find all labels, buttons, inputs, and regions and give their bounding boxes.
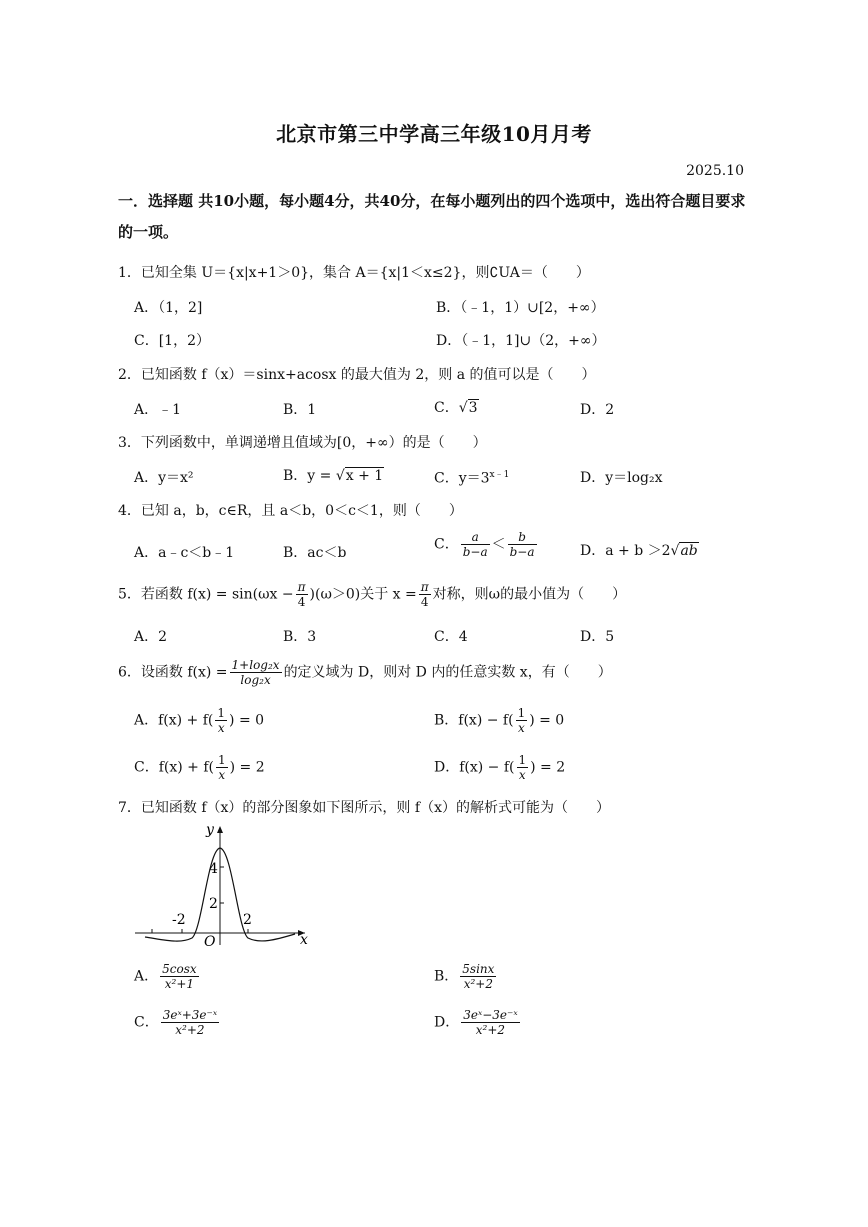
q4-option-a[interactable]: A．a﹣c＜b﹣1	[134, 545, 235, 561]
q4-option-c[interactable]: C． $\frac{a}{b-a}$ ＜ $\frac{b}{b-a}$	[434, 530, 535, 559]
sqrt-sign: √	[458, 400, 468, 416]
q1-option-b[interactable]: B．（﹣1，1）∪[2，+∞）	[436, 300, 605, 316]
q5-pi-over-4: $\frac{\pi}{4}$	[297, 580, 306, 609]
q4-option-d-radicand: ab	[680, 543, 698, 559]
sqrt-sign: √	[670, 543, 680, 559]
q3-option-b-label: B．y =	[283, 468, 336, 484]
q1-option-a[interactable]: A．（1，2]	[134, 300, 203, 316]
origin-label: O	[204, 934, 216, 950]
q7-option-b[interactable]: B． $\frac{5\sin x}{\text{x²+2}}$	[434, 962, 495, 991]
q4-option-c-label: C．	[434, 536, 459, 553]
q4-option-c-fraction-2: $\frac{b}{b-a}$	[509, 530, 535, 559]
x-axis-label: x	[300, 932, 308, 948]
page-title: 北京市第三中学高三年级10月月考	[276, 122, 592, 146]
q1-option-c[interactable]: C．[1，2）	[134, 333, 210, 349]
y-tick-label-4: 4	[209, 861, 218, 877]
q7-stem: 7．已知函数 f（x）的部分图象如下图所示，则 f（x）的解析式可能为（ ）	[118, 800, 610, 816]
q7-option-d[interactable]: D． $\frac{\text{3eˣ−3e⁻ˣ}}{\text{x²+2}}$	[434, 1008, 518, 1037]
q3-stem: 3．下列函数中，单调递增且值域为[0，+∞）的是（ ）	[118, 435, 487, 451]
q2-option-a[interactable]: A．﹣1	[134, 402, 182, 418]
q2-option-c[interactable]	[434, 397, 479, 417]
y-axis-arrow-icon	[217, 826, 223, 833]
q5-stem: 5．若函数 f(x) = sin(ωx − $\frac{\pi}{4}$ )(ω＞0)关于 x = $\frac{\pi}{4}$ 对称，则ω的最小值为（ ）	[118, 580, 627, 609]
q5-option-c[interactable]: C．4	[434, 629, 468, 645]
q5-option-a[interactable]: A．2	[134, 629, 168, 645]
y-tick-label-2: 2	[209, 896, 218, 912]
q5-option-d[interactable]: D．5	[580, 629, 615, 645]
q2-option-d[interactable]: D．2	[580, 402, 615, 418]
q1-stem: 1．已知全集 U＝{x|x+1＞0}，集合 A＝{x|1＜x≤2}，则∁UA＝（ ）	[118, 265, 590, 281]
q3-option-a[interactable]: A．y＝x²	[134, 470, 194, 486]
x-tick-label-2: 2	[243, 912, 252, 928]
q4-option-d-label: D．a + b ＞2	[580, 543, 671, 559]
q1-option-d[interactable]: D．（﹣1，1]∪（2，+∞）	[436, 333, 606, 349]
y-axis-label: y	[206, 822, 214, 838]
q7-option-a[interactable]: A． $\frac{5\cos x}{\text{x²+1}}$	[134, 962, 197, 991]
q5-option-b[interactable]: B．3	[283, 629, 317, 645]
q3-option-c[interactable]	[434, 467, 509, 488]
section-heading: 一．选择题 共10小题，每小题4分，共40分，在每小题列出的四个选项中，选出符合题目要求的一项。	[118, 192, 746, 241]
q2-option-c-radicand: 3	[468, 400, 478, 416]
q3-option-b[interactable]	[283, 465, 384, 485]
q7-option-c[interactable]: C． $\frac{\text{3eˣ+3e⁻ˣ}}{\text{x²+2}}$	[134, 1008, 218, 1037]
q4-option-c-fraction-1: $\frac{a}{b-a}$	[462, 530, 488, 559]
q7-function-graph	[130, 820, 320, 950]
q2-stem: 2．已知函数 f（x）＝sinx+acosx 的最大值为 2，则 a 的值可以是（ ）	[118, 367, 596, 383]
q6-option-d[interactable]: D．f(x) − f( $\frac{1}{x}$ ) = 2	[434, 753, 566, 782]
q6-option-a[interactable]: A．f(x) + f( $\frac{1}{x}$ ) = 0	[134, 706, 265, 735]
one-over-x: $\frac{1}{x}$	[217, 706, 226, 735]
one-over-x: $\frac{1}{x}$	[518, 753, 527, 782]
one-over-x: $\frac{1}{x}$	[218, 753, 226, 782]
q3-option-b-radicand: x + 1	[345, 468, 384, 484]
q4-stem: 4．已知 a，b，c∈R，且 a＜b，0＜c＜1，则（ ）	[118, 503, 463, 519]
exam-date: 2025.10	[686, 163, 744, 179]
q7-option-a-fraction: $\frac{5\cos x}{\text{x²+1}}$	[162, 962, 197, 991]
q7-option-b-fraction: $\frac{5\sin x}{\text{x²+2}}$	[462, 962, 495, 991]
q3-option-c-base: C．y＝3	[434, 470, 490, 487]
one-over-x: $\frac{1}{x}$	[517, 706, 526, 735]
x-tick-label-neg2: -2	[172, 912, 186, 928]
q6-option-b[interactable]: B．f(x) − f( $\frac{1}{x}$ ) = 0	[434, 706, 565, 735]
q4-option-b[interactable]: B．ac＜b	[283, 545, 347, 561]
sqrt-sign: √	[335, 468, 345, 484]
q7-option-d-fraction: $\frac{\text{3eˣ−3e⁻ˣ}}{\text{x²+2}}$	[463, 1008, 518, 1037]
q6-function-fraction: $\frac{\text{1+log₂x}}{\text{log₂x}}$	[231, 658, 280, 687]
q3-option-c-exponent: x﹣1	[489, 470, 510, 480]
q6-stem: 6．设函数 f(x) = $\frac{\text{1+log₂x}}{\text{log₂x}}$ 的定义域为 D，则对 D 内的任意实数 x，有（ ）	[118, 658, 612, 687]
q2-option-c-label: C．	[434, 400, 459, 416]
q5-pi-over-4-b: $\frac{\pi}{4}$	[420, 580, 429, 609]
q2-option-b[interactable]: B．1	[283, 402, 317, 418]
q7-option-c-fraction: $\frac{\text{3eˣ+3e⁻ˣ}}{\text{x²+2}}$	[162, 1008, 218, 1037]
q6-option-c[interactable]: C．f(x) + f( $\frac{1}{x}$ ) = 2	[134, 753, 265, 782]
q3-option-d[interactable]: D．y＝log₂x	[580, 470, 663, 486]
q4-option-d[interactable]	[580, 540, 699, 560]
